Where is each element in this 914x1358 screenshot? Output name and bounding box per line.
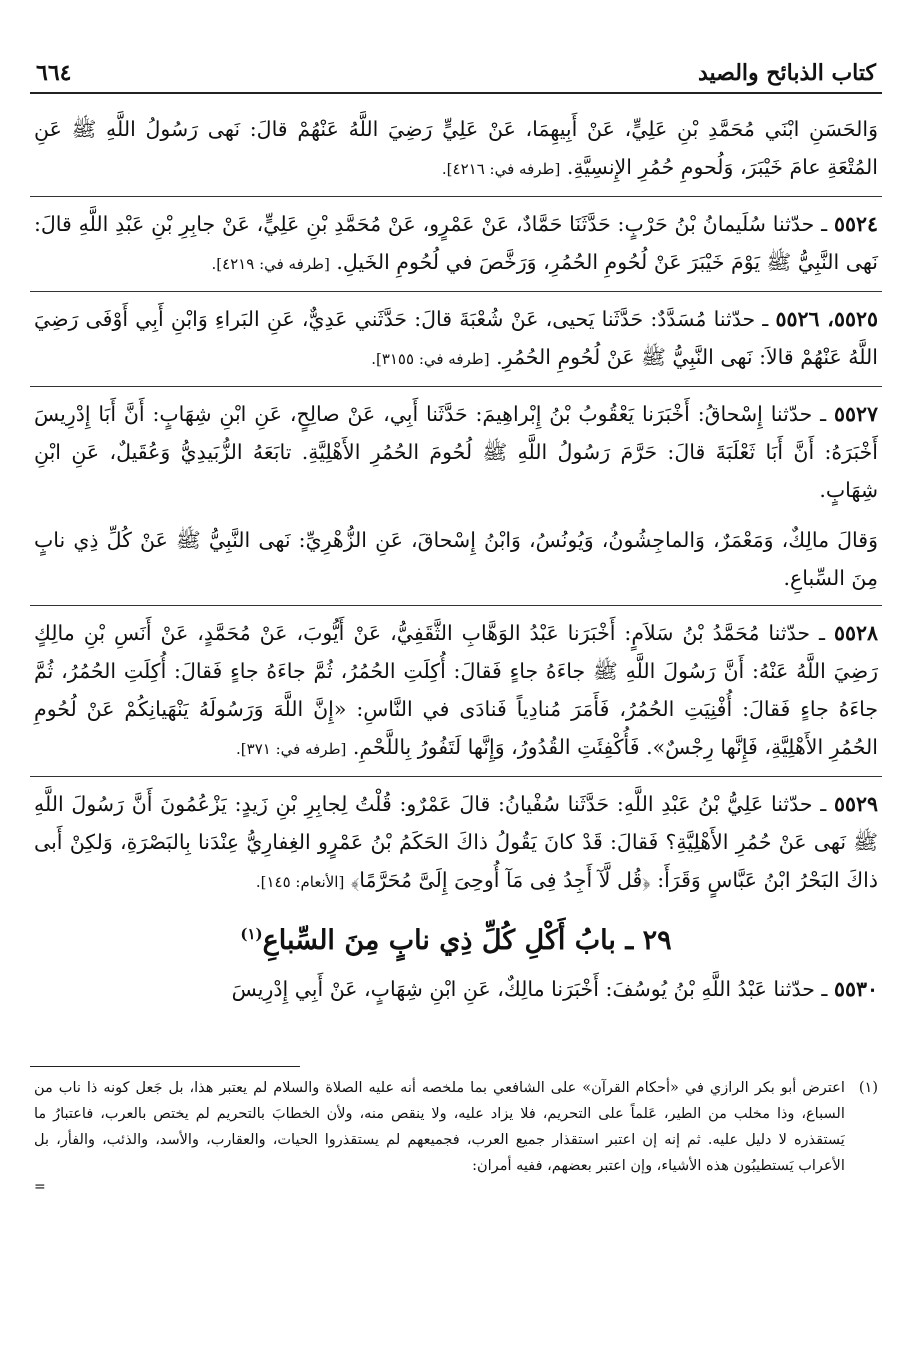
- hadith-number: ٥٥٢٨: [833, 621, 878, 645]
- separator: [30, 196, 882, 197]
- hadith-number: ٥٥٢٧: [833, 402, 878, 426]
- footnote-rule: [30, 1066, 300, 1067]
- page: [30, 60, 882, 1195]
- hadith-text: ـ حدّثنا عَلِيُّ بْنُ عَبْدِ اللَّهِ: حَدَّثَنا سُفْيانُ: قالَ عَمْرٌو: قُلْتُ لِجابِرِ بْنِ زَيدٍ: يَزْعُمُونَ أَنَّ رَسُولَ اللَّهِ ﷺ نَهى عَنْ حُمُرِ الأَهْلِيَّةِ؟ فَقالَ: قَدْ كانَ يَقُولُ ذاكَ الحَكَمُ بْنُ عَمْرٍو الغِفارِيُّ عِنْدَنا بِالبَصْرَةِ، وَلكِنْ أَبى ذاكَ البَحْرُ ابْنُ عَبَّاسٍ وَقَرَأَ: ﴿قُل لَّآ أَجِدُ فِى مَآ أُوحِىَ إِلَىَّ مُحَرَّمًا﴾: [34, 792, 878, 892]
- hadith-block: [30, 104, 882, 194]
- separator: [30, 605, 882, 606]
- footnote-continuation: =: [34, 1179, 46, 1195]
- separator: [30, 291, 882, 292]
- hadith-text: ـ حدّثنا إِسْحاقُ: أَخْبَرَنا يَعْقُوبُ بْنُ إِبْراهِيمَ: حَدَّثَنا أَبِي، عَنْ صالِحٍ، عَنِ ابْنِ شِهَابٍ: أَنَّ أَبَا إِدْرِيسَ أَخْبَرَهُ: أَنَّ أَبَا ثَعْلَبَةَ قالَ: حَرَّمَ رَسُولُ اللَّهِ ﷺ لُحُومَ الحُمُرِ الأَهْلِيَّةِ. تابَعَهُ الزُّبَيدِيُّ وَعُقَيلٌ، عَنِ ابْنِ شِهَابٍ.: [34, 402, 878, 502]
- header-rule: [30, 92, 882, 94]
- hadith-text: ـ حدّثنا سُلَيمانُ بْنُ حَرْبٍ: حَدَّثَنَا حَمَّادٌ، عَنْ عَمْرٍو، عَنْ مُحَمَّدِ بْنِ عَلِيٍّ، عَنْ جابِرِ بْنِ عَبْدِ اللَّهِ قالَ: نَهى النَّبِيُّ ﷺ يَوْمَ خَيْبَرَ عَنْ لُحُومِ الحُمُرِ، وَرَخَّصَ في لُحُومِ الخَيلِ.: [34, 212, 878, 274]
- page-number: ٦٦٤: [36, 60, 72, 86]
- cross-reference: [طرفه في: ٤٢١٩].: [211, 255, 330, 273]
- cross-reference: [طرفه في: ٣١٥٥].: [371, 350, 490, 368]
- hadith-text: ـ حدّثنا عَبْدُ اللَّهِ بْنُ يُوسُفَ: أَخْبَرَنا مالِكٌ، عَنِ ابْنِ شِهَابٍ، عَنْ أَبِي إِدْرِيسَ: [231, 977, 828, 1001]
- hadith-block: [30, 199, 882, 289]
- chapter-heading: [30, 925, 882, 956]
- separator: [30, 386, 882, 387]
- hadith-block: [30, 389, 882, 515]
- hadith-number: ٥٥٣٠: [833, 977, 878, 1001]
- chapter-title: ٢٩ ـ بابُ أَكْلِ كُلِّ ذِي نابٍ مِنَ السِّباعِ: [262, 925, 672, 956]
- hadith-text: ـ حدّثنا مُحَمَّدُ بْنُ سَلاَمٍ: أَخْبَرَنا عَبْدُ الوَهَّابِ الثَّقَفِيُّ، عَنْ أَيُّوبَ، عَنْ مُحَمَّدٍ، عَنْ أَنَسِ بْنِ مالِكٍ رَضِيَ اللَّهُ عَنْهُ: أَنَّ رَسُولَ اللَّهِ ﷺ جاءَهُ جاءٍ فَقالَ: أُكِلَتِ الحُمُرُ، ثُمَّ جاءَهُ جاءٍ فَقالَ: أُكِلَتِ الحُمُرُ، ثُمَّ جاءَهُ جاءٍ فَقالَ: أُفْنِيَتِ الحُمُرُ، فَأَمَرَ مُنادِياً فَنادَى في النَّاسِ: «إِنَّ اللَّهَ وَرَسُولَهُ يَنْهَيانِكُمْ عَنْ لُحُومِ الحُمُرِ الأَهْلِيَّةِ، فَإِنَّها رِجْسٌ». فَأُكْفِئَتِ القُدُورُ، وَإِنَّها لَتَفُورُ بِاللَّحْمِ.: [34, 621, 878, 759]
- cross-reference: [طرفه في: ٣٧١].: [236, 740, 347, 758]
- hadith-block: [30, 294, 882, 384]
- footnote-number: (١): [858, 1080, 878, 1096]
- hadith-text: ـ حدّثنا مُسَدَّدٌ: حَدَّثَنا يَحيى، عَنْ شُعْبَةَ قالَ: حَدَّثَني عَدِيٌّ، عَنِ البَراءِ وَابْنِ أَبِي أَوْفَى رَضِيَ اللَّهُ عَنْهُمْ قالاَ: نَهى النَّبِيُّ ﷺ عَنْ لُحُومِ الحُمُرِ.: [34, 307, 878, 369]
- hadith-block: [30, 779, 882, 907]
- hadith-block: [30, 515, 882, 603]
- hadith-number: ٥٥٢٥، ٥٥٢٦: [775, 307, 878, 331]
- footnote: [30, 1075, 882, 1179]
- separator: [30, 776, 882, 777]
- hadith-number: ٥٥٢٩: [833, 792, 878, 816]
- footnote-text: اعترض أبو بكر الرازي في «أحكام القرآن» على الشافعي بما ملخصه أنه عليه الصلاة والسلام لم يعتبر هذا، بل جَعل كونه ذا ناب من السباع، وذا مخلب من الطير، عَلماً على التحريم، فلا يزاد عليه، ولا ينقص منه، ولأن الخطابَ بالتحريم لم يختص بالعرب، فاعتبارُ ما يَستقذره لا دليل عليه. ثم إنه إن اعتبر استقذار جميع العرب، فجميعهم لم يستقذروا الحيات، والعقارب، والأسد، والذئب، والفأر، بل الأعراب يَستطيبُون هذه الأشياء، وإن اعتبر بعضهم، ففيه أمران:: [34, 1080, 845, 1174]
- hadith-block: [30, 964, 882, 1014]
- hadith-number: ٥٥٢٤: [833, 212, 878, 236]
- cross-reference: [طرفه في: ٤٢١٦].: [441, 160, 561, 178]
- hadith-text: وَالحَسَنِ ابْنَي مُحَمَّدِ بْنِ عَلِيٍّ، عَنْ أَبِيهِمَا، عَنْ عَلِيٍّ رَضِيَ اللَّهُ عَنْهُمْ قالَ: نَهى رَسُولُ اللَّهِ ﷺ عَنِ المُتْعَةِ عامَ خَيْبَرَ، وَلُحومِ حُمُرِ الإِنسِيَّةِ.: [34, 117, 878, 179]
- hadith-text: وَقالَ مالِكٌ، وَمَعْمَرٌ، وَالماجِشُونُ، وَيُونُسُ، وَابْنُ إِسْحاقَ، عَنِ الزُّهْرِيِّ: نَهى النَّبِيُّ ﷺ عَنْ كُلِّ ذِي نابٍ مِنَ السِّباعِ.: [34, 528, 878, 590]
- footnote-rule-wrap: [30, 1014, 882, 1075]
- cross-reference: [الأنعام: ١٤٥].: [255, 873, 345, 891]
- running-title: كتاب الذبائح والصيد: [697, 60, 876, 86]
- hadith-block: [30, 608, 882, 774]
- running-header: [30, 60, 882, 92]
- footnote-marker: (١): [240, 925, 263, 943]
